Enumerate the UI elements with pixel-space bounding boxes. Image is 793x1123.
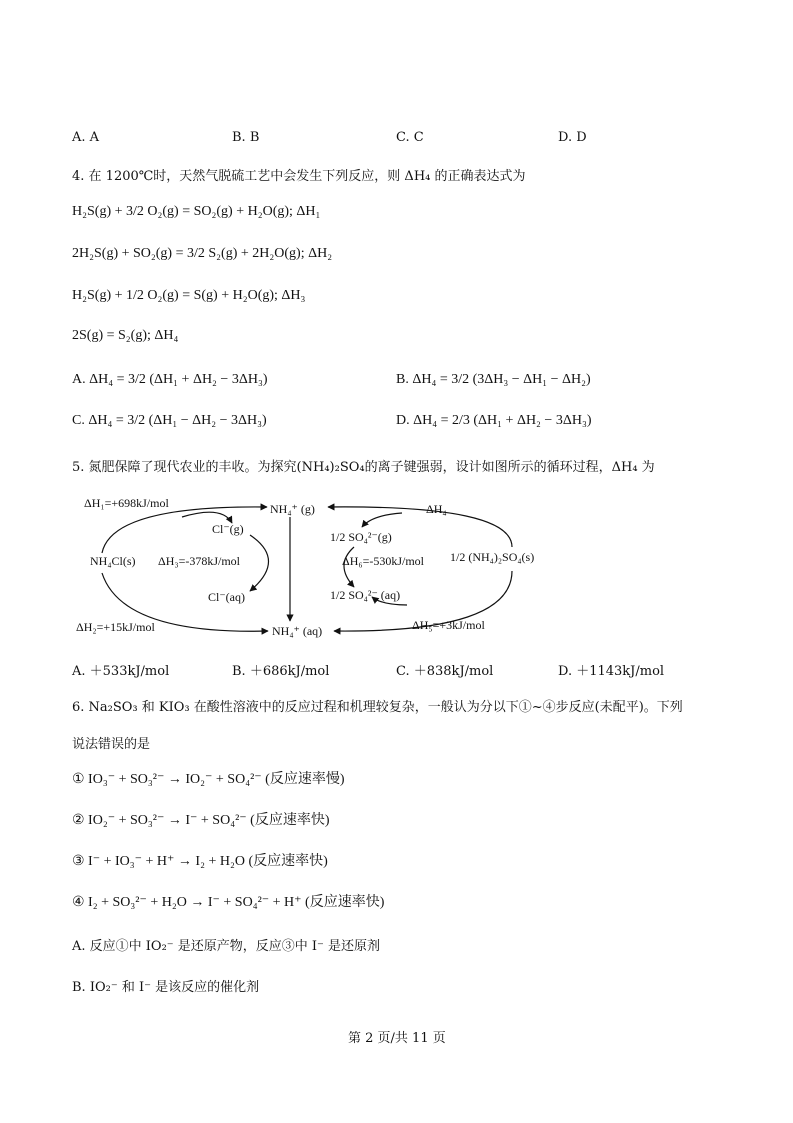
- nh4cl-solid-label: NH₄Cl(s): [90, 554, 136, 568]
- q6-option-b: B. IO₂⁻ 和 I⁻ 是该反应的催化剂: [72, 980, 260, 995]
- q6-reaction-2: ② IO₂⁻ + SO₃²⁻ → I⁻ + SO₄²⁻ (反应速率快): [72, 813, 330, 828]
- dh2-label: ΔH₂=+15kJ/mol: [76, 620, 155, 634]
- q3-option-a: A. A: [72, 130, 100, 145]
- ammonium-sulfate-solid-label: 1/2 (NH₄)₂SO₄(s): [450, 550, 535, 564]
- q6-reaction-1: ① IO₃⁻ + SO₃²⁻ → IO₂⁻ + SO₄²⁻ (反应速率慢): [72, 772, 345, 787]
- q6-option-a: A. 反应①中 IO₂⁻ 是还原产物，反应③中 I⁻ 是还原剂: [72, 939, 381, 954]
- nh4-aq-label: NH₄⁺ (aq): [272, 624, 323, 638]
- q3-option-b: B. B: [232, 130, 260, 145]
- sulfate-aq-label: 1/2 SO₄²⁻ (aq): [330, 588, 401, 602]
- q4-option-b: B. ΔH₄ = 3/2 (3ΔH₃ − ΔH₁ − ΔH₂): [396, 372, 591, 387]
- page-footer: 第 2 页/共 11 页: [348, 1031, 446, 1046]
- dh4-label: ΔH₄: [426, 502, 447, 516]
- q6-reaction-3: ③ I⁻ + IO₃⁻ + H⁺ → I₂ + H₂O (反应速率快): [72, 854, 328, 869]
- thermochemical-cycle-diagram: [72, 495, 552, 645]
- q6-stem-line-2: 说法错误的是: [72, 737, 151, 752]
- q4-stem: 4. 在 1200℃时，天然气脱硫工艺中会发生下列反应，则 ΔH₄ 的正确表达式为: [72, 169, 526, 184]
- q5-option-c: C. ＋838kJ/mol: [396, 664, 494, 679]
- q4-equation-1: H₂S(g) + 3/2 O₂(g) = SO₂(g) + H₂O(g); ΔH₁: [72, 204, 321, 219]
- cl-gas-label: Cl⁻(g): [212, 522, 244, 536]
- q6-stem-line-1: 6. Na₂SO₃ 和 KIO₃ 在酸性溶液中的反应过程和机理较复杂，一般认为分以下①~④步反应(未配平)。下列: [72, 700, 683, 715]
- q4-option-c: C. ΔH₄ = 3/2 (ΔH₁ − ΔH₂ − 3ΔH₃): [72, 413, 267, 428]
- dh1-label: ΔH₁=+698kJ/mol: [84, 496, 169, 510]
- q5-stem: 5. 氮肥保障了现代农业的丰收。为探究(NH₄)₂SO₄的离子键强弱，设计如图所示的循环过程，ΔH₄ 为: [72, 460, 655, 475]
- cl-aq-label: Cl⁻(aq): [208, 590, 245, 604]
- nh4-gas-label: NH₄⁺ (g): [270, 502, 315, 516]
- q4-option-d: D. ΔH₄ = 2/3 (ΔH₁ + ΔH₂ − 3ΔH₃): [396, 413, 592, 428]
- arrow-cl-gas-to-aq: [250, 535, 269, 591]
- q5-option-d: D. ＋1143kJ/mol: [558, 664, 665, 679]
- q3-option-c: C. C: [396, 130, 424, 145]
- q5-option-a: A. ＋533kJ/mol: [72, 664, 170, 679]
- q4-equation-4: 2S(g) = S₂(g); ΔH₄: [72, 328, 179, 343]
- q6-reaction-4: ④ I₂ + SO₃²⁻ + H₂O → I⁻ + SO₄²⁻ + H⁺ (反应速率快): [72, 895, 385, 910]
- sulfate-gas-label: 1/2 SO₄²⁻(g): [330, 530, 392, 544]
- dh6-label: ΔH₆=-530kJ/mol: [342, 554, 425, 568]
- q5-option-b: B. ＋686kJ/mol: [232, 664, 330, 679]
- dh3-label: ΔH₃=-378kJ/mol: [158, 554, 241, 568]
- q4-equation-3: H₂S(g) + 1/2 O₂(g) = S(g) + H₂O(g); ΔH₃: [72, 288, 306, 303]
- q4-equation-2: 2H₂S(g) + SO₂(g) = 3/2 S₂(g) + 2H₂O(g); ΔH₂: [72, 246, 333, 261]
- dh5-label: ΔH₅=+3kJ/mol: [412, 618, 485, 632]
- arrow-to-sulfate-gas: [362, 513, 402, 527]
- q4-option-a: A. ΔH₄ = 3/2 (ΔH₁ + ΔH₂ − 3ΔH₃): [72, 372, 268, 387]
- q3-option-d: D. D: [558, 130, 587, 145]
